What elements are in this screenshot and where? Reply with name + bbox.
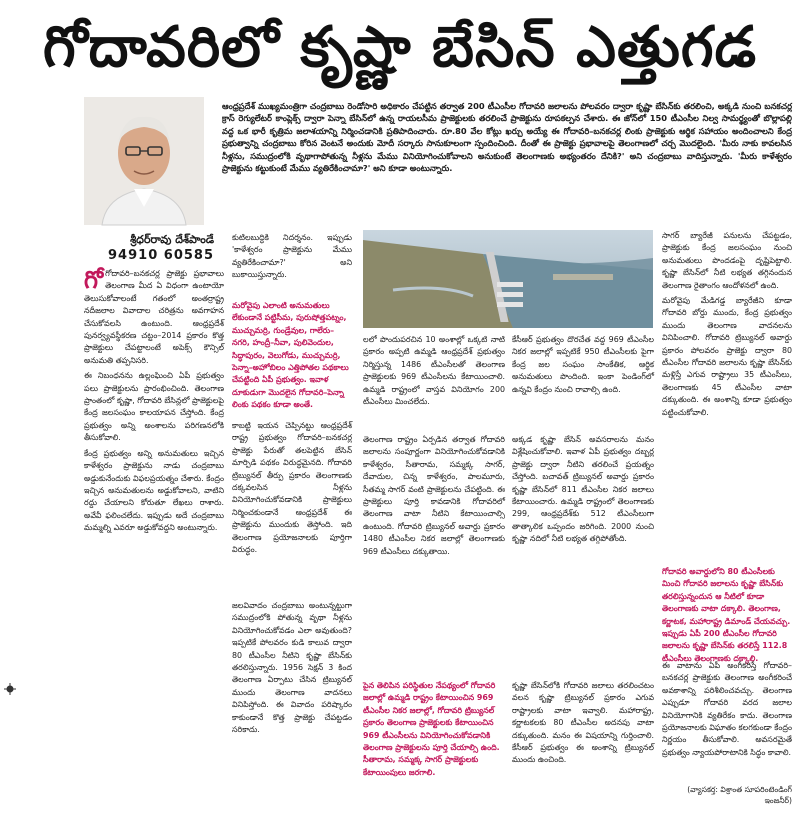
author-phone: 94910 60585: [108, 248, 214, 263]
column-3-top: లలో పొందుపరచిన 10 అంశాల్లో ఒక్కటి నాటి ప్రకారం అప్పటి ఉమ్మడి ఆంధ్రప్రదేశ్ ప్రభుత్వం నిర్మిస్తున్న 1486 టీఎంసీలతో తెలంగాణ ప్రాజెక్టులకు 969 టీఎంసీలను కేటాయించాలి. ఉమ్మడి రాష్ట్రంలో వాస్తవ వినియోగం 200 టీఎంసీలు మించలేదు.: [363, 335, 505, 407]
column-2-top: కుటిలబుద్ధికి నిదర్శనం. ఇప్పుడు 'కాళేశ్వరం ప్రాజెక్టును మేము వ్యతిరేకించామా?' అని బుకాయిస్తున్నారు.: [232, 233, 352, 280]
author-photo: [84, 97, 204, 225]
author-portrait-icon: [84, 97, 204, 225]
column-4-bottom: కృష్ణా బేసిన్‌లోకి గోదావరి జలాలు తరలించటం వలన కృష్ణా ట్రిబ్యునల్ ప్రకారం ఎగువ రాష్ట్రాలకు వాటా ఇవ్వాలి. మహారాష్ట్ర, కర్ణాటకలకు 80 టీఎంసీల అదనపు వాటా దక్కుతుంది. మనం ఈ విషయాన్ని గుర్తించాలి. కేసీఆర్ ప్రభుత్వం ఈ అంశాన్ని ట్రిబ్యునల్ ముందు ఉంచింది.: [512, 681, 654, 765]
highlight-box-1: మరోవైపు ఎలాంటి అనుమతులు లేకుండానే పట్టిసీమ, పురుషోత్తపట్నం, ముచ్చుమర్రి, గుండ్రేవుల, గాలేరు–నగరి, హంద్రీ–నీవా, పులివెందుల, సిద్ధాపురం, వెలుగోడు, ముచ్చుమర్రి, పెన్నా–అహోబిలం ఎత్తిపోతల పథకాలు చేపట్టింది ఏపీ ప్రభుత్వం. ఇవాళ దూకుడుగా మొదలైన గోదావరి–పెన్నా లింకు పథకం కూడా అంతే.: [232, 301, 349, 410]
paragraph: మరోవైపు మేడిగడ్డ బ్యారేజీని కూడా గోదావరి బోర్డు ముందు, కేంద్ర ప్రభుత్వం ముందు తెలంగాణ వాదనలను వినిపించాలి. గోదావరి ట్రిబ్యునల్ అవార్డు ప్రకారం పోలవరం ప్రాజెక్టు ద్వారా 80 టీఎంసీల గోదావరి జలాలను కృష్ణా బేసిన్‌కు మళ్లిస్తే ఎగువ రాష్ట్రాలు 35 టీఎంసీలు, తెలంగాణకు 45 టీఎంసీల వాటా దక్కుతుంది. ఈ అంశాన్ని కూడా ప్రభుత్వం పట్టించుకోవాలి.: [662, 296, 792, 417]
column-2-bottom: జలవివాదం చంద్రబాబు అంటున్నట్టుగా సముద్రంలోకి పోతున్న వృథా నీళ్లను వినియోగించుకోవడం ఎలా అవుతుంది? ఇప్పటికే పోలవరం కుడి కాలువ ద్వారా 80 టీఎంసీల నీటిని కృష్ణా బేసిన్‌కు తరలిస్తున్నారు. 1956 సెక్షన్ 3 కింద తెలంగాణ ఏర్పాటు చేసిన ట్రిబ్యునల్ ముందు తెలంగాణ వాదనలు వినిపిస్తోంది. ఈ వివాదం పరిష్కారం కాకుండానే కొత్త ప్రాజెక్టు చేపట్టడం సరికాదు.: [232, 601, 352, 735]
author-note: (వ్యాసకర్త: విశ్రాంత సూపరింటెండింగ్ ఇంజనీర్): [687, 785, 792, 805]
paragraph: గోగోదావరి–బనకచర్ల ప్రాజెక్టు ప్రభావాలు తెలంగాణ మీద ఏ విధంగా ఉంటాయో తెలుసుకోవాలంటే గతంలో అంతర్రాష్ట్ర నదీజలాల వివాదాల చరిత్రను అవగాహన చేసుకోవలసి ఉంటుంది. ఆంధ్రప్రదేశ్ పునర్వ్యవస్థీకరణ చట్టం–2014 ప్రకారం కొత్త ప్రాజెక్టులు చేపట్టాలంటే అపెక్స్ కౌన్సిల్ అనుమతి తప్పనిసరి.: [84, 266, 224, 365]
paragraph: కేంద్ర ప్రభుత్వం అన్ని అనుమతులు ఇచ్చిన కాళేశ్వరం ప్రాజెక్టును నాడు చంద్రబాబు అడ్డుకునేందుకు విఫలప్రయత్నం చేశారు. కేంద్రం ఇచ్చిన అనుమతులను అడ్డుకోవాలని, వాటిని రద్దు చేయాలని కోరుతూ లేఖలు రాశారు. అవేవీ ఫలించలేదు. ఇప్పుడు అదే చంద్రబాబు మమ్మల్ని ఎవరూ అడ్డుకోవద్దని అంటున్నారు.: [84, 448, 224, 533]
drop-cap: గో: [84, 266, 104, 294]
author-name: శ్రీధర్‌రావు దేశ్‌పాండే: [130, 233, 214, 246]
highlight-box-3: గోదావరి అవార్డులోని 80 టీఎంసీలకు మించి గోదావరి జలాలను కృష్ణా బేసిన్‌కు తరలిస్తున్నందున ఆ నీటిలో కూడా తెలంగాణకు వాటా దక్కాలి. తెలంగాణ, కర్ణాటక, మహారాష్ట్ర డిమాండ్ చేయవచ్చు. ఇప్పుడు ఏపీ 200 టీఎంసీల గోదావరి జలాలను కృష్ణా బేసిన్‌కు తరలిస్తే 112.8 టీఎంసీలు తెలంగాణకు దక్కాలి.: [662, 567, 791, 663]
dam-photo-icon: [363, 230, 653, 328]
paragraph: ఈ నిబంధనను ఉల్లంఘించి ఏపీ ప్రభుత్వం పలు ప్రాజెక్టులను ప్రారంభించింది. తెలంగాణ ప్రాంతంలో కృష్ణా, గోదావరి బేసిన్లలో ప్రాజెక్టులపై కేంద్ర జలసంఘం కాలయాపన చేస్తోంది. కేంద్ర ప్రభుత్వం అన్ని అంశాలను పరిగణనలోకి తీసుకోవాలి.: [84, 371, 224, 443]
paragraph: సాగర్ బ్యారేజీ పనులను చేపట్టడం, ప్రాజెక్టుకు కేంద్ర జలసంఘం నుంచి అనుమతులు పొందడంపై దృష్టిపెట్టాలి. కృష్ణా బేసిన్‌లో నీటి లభ్యత తగ్గినందున తెలంగాణ రైతాంగం ఆందోళనలో ఉంది.: [662, 231, 792, 290]
dam-photo: [363, 230, 653, 328]
intro-paragraph: ఆంధ్రప్రదేశ్ ముఖ్యమంత్రిగా చంద్రబాబు రెండోసారి అధికారం చేపట్టిన తర్వాత 200 టీఎంసీల గోదావరి జలాలను పోలవరం ద్వారా కృష్ణా బేసిన్‌కు తరలించి, అక్కడి నుంచి బనకచర్ల క్రాస్ రెగ్యులేటర్ కాంప్లెక్స్ ద్వారా పెన్నా బేసిన్‌లో ఉన్న రాయలసీమ ప్రాజెక్టులకు తరలించే ప్రాజెక్టును రూపకల్పన చేశారు. ఈ జోన్‌లో 150 టీఎంసీల నిల్వ సామర్థ్యంతో బొల్లాపల్లి వద్ద ఒక భారీ కృత్రిమ జలాశయాన్ని నిర్మించడానికి ప్రతిపాదించారు. రూ.80 వేల కోట్లు ఖర్చు అయ్యే ఈ గోదావరి–బనకచర్ల లింకు ప్రాజెక్టుకు ఆర్థిక సహాయం అందించాలని కేంద్ర ప్రభుత్వాన్ని చంద్రబాబు కోరిన వెంటనే అందుకు మోదీ సర్కారు సానుకూలంగా స్పందించింది. దీంతో ఈ ప్రాజెక్టు ప్రభావాలపై తెలంగాణలో చర్చ మొదలైంది. 'మీరు నాకు కావలసిన నీళ్లను, సముద్రంలోకి వృథాగాపోతున్న నీళ్లను మేము వినియోగించుకోవాలని అనుకుంటే తెలంగాణకు అభ్యంతరం దేనికి?' అని చంద్రబాబు వాదిస్తున్నారు. 'మీరు కాళేశ్వరం ప్రాజెక్టును కట్టుకుంటే మేము వ్యతిరేకించామా?' అని కూడా అంటున్నారు.: [222, 101, 792, 174]
column-1: [84, 268, 224, 798]
crosshair-icon: [4, 680, 16, 692]
column-5: [662, 230, 792, 566]
column-5-bottom: ఈ వాటాను ఏపీ అంగీకరిస్తే గోదావరి–బనకచర్ల ప్రాజెక్టుకు తెలంగాణ అంగీకరించే అవకాశాన్ని పరిశీలించవచ్చు. తెలంగాణ ఎప్పుడూ గోదావరి వరద జలాల వినియోగానికి వ్యతిరేకం కాదు. తెలంగాణ ప్రయోజనాలకు విఘాతం కలగకుండా కేంద్రం నిర్ణయం తీసుకోవాలి. అవసరమైతే ప్రభుత్వం న్యాయపోరాటానికి సిద్ధం కావాలి.: [662, 661, 792, 757]
column-3-middle: తెలంగాణ రాష్ట్రం ఏర్పడిన తర్వాత గోదావరి జలాలను సంపూర్ణంగా వినియోగించుకోవడానికి కాళేశ్వరం, సీతారామ, సమ్మక్క సాగర్, దేవాదుల, చిన్న కాళేశ్వరం, పాలమూరు, సీతమ్మ సాగర్ వంటి ప్రాజెక్టులను చేపట్టింది. ఈ ప్రాజెక్టులు పూర్తి కావడానికి గోదావరిలో తెలంగాణ వాటా నీటిని కేటాయించాల్సి ఉంటుంది. గోదావరి ట్రిబ్యునల్ అవార్డు ప్రకారం 1480 టీఎంసీల నికర జలాల్లో తెలంగాణకు 969 టీఎంసీలు దక్కుతాయి.: [363, 435, 505, 556]
column-2-middle: కాబట్టి ఇయన చెప్పినట్టు ఆంధ్రప్రదేశ్ రాష్ట్ర ప్రభుత్వం గోదావరి–బనకచర్ల ప్రాజెక్టు పేరుతో తలపెట్టిన బేసిన్ మార్పిడి పథకం విరుద్ధమైనది. గోదావరి ట్రిబ్యునల్ తీర్పు ప్రకారం తెలంగాణకు దక్కవలసిన నీళ్లను వినియోగించుకోవడానికి ప్రాజెక్టులు నిర్మించకుండానే ఆంధ్రప్రదేశ్ ఈ ప్రాజెక్టును ముందుకు తెస్తోంది. ఇది తెలంగాణ ప్రయోజనాలకు పూర్తిగా విరుద్ధం.: [232, 421, 352, 555]
byline: [84, 232, 214, 265]
highlight-box-2: పైన తెలిపిన పరిస్థితుల నేపథ్యంలో గోదావరి జలాల్లో ఉమ్మడి రాష్ట్రం కేటాయించిన 969 టీఎంసీల నికర జలాల్లో, గోదావరి ట్రిబ్యునల్ ప్రకారం తెలంగాణ ప్రాజెక్టులకు కేటాయించిన 969 టీఎంసీలను వినియోగించుకోవడానికి తెలంగాణ ప్రాజెక్టులను పూర్తి చేయాల్సి ఉంది. సీతారామ, సమ్మక్క సాగర్ ప్రాజెక్టులకు కేటాయింపులు జరగాలి.: [363, 681, 500, 777]
column-4-top: కేసీఆర్ ప్రభుత్వం దొరచేత వద్ద 969 టీఎంసీల నికర జలాల్లో ఇప్పటికే 950 టీఎంసీలకు పైగా కేంద్ర జల సంఘం సాంకేతిక, ఆర్థిక అనుమతులు పొందింది. ఇంకా పెండింగ్‌లో ఉన్నవి కేంద్రం నుంచి రావాల్సి ఉంది.: [512, 335, 654, 394]
headline: గోదావరిలో కృష్ణా బేసిన్ ఎత్తుగడ: [42, 15, 758, 80]
column-4-middle: అక్కడ కృష్ణా బేసిన్ అవసరాలను మనం విశ్లేషించుకోవాలి. ఇవాళ ఏపీ ప్రభుత్వం దబ్బర్ల ప్రాజెక్టు ద్వారా నీటిని తరలించే ప్రయత్నం చేస్తోంది. బచావత్ ట్రిబ్యునల్ అవార్డు ప్రకారం కృష్ణా బేసిన్‌లో 811 టీఎంసీల నికర జలాలు కేటాయించారు. ఉమ్మడి రాష్ట్రంలో తెలంగాణకు 299, ఆంధ్రప్రదేశ్‌కు 512 టీఎంసీలుగా తాత్కాలిక ఒప్పందం జరిగింది. 2000 నుంచి కృష్ణా నదిలో నీటి లభ్యత తగ్గిపోతోంది.: [512, 435, 654, 544]
